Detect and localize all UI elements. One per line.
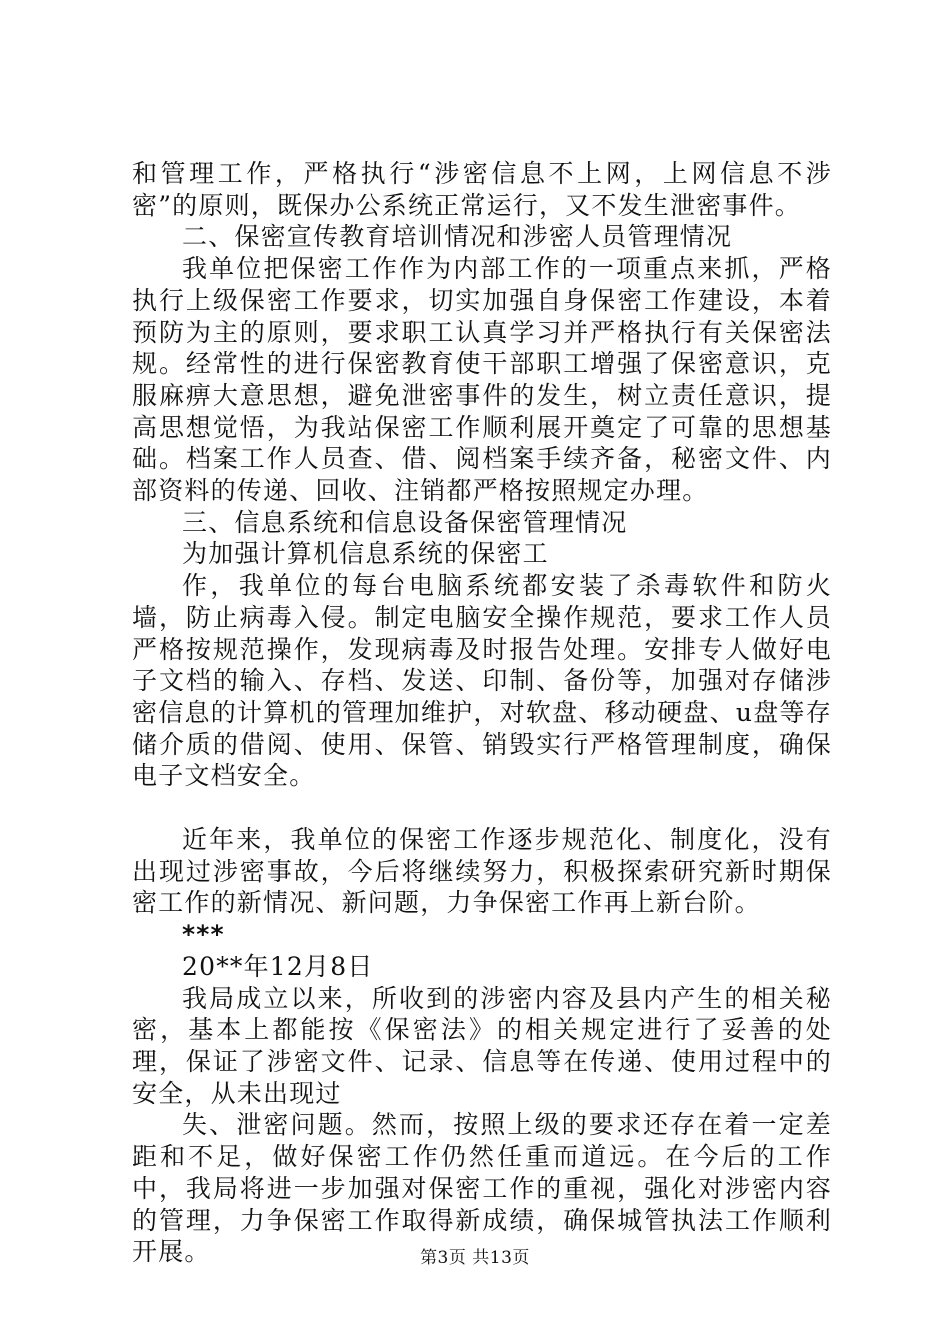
paragraph-section-3: 作，我单位的每台电脑系统都安装了杀毒软件和防火墙，防止病毒入侵。制定电脑安全操作规范，要求工作人员严格按规范操作，发现病毒及时报告处理。安排专人做好电子文档的输入、存档、发送、印制、备份等，加强对存储涉密信息的计算机的管理加维护，对软盘、移动硬盘、u盘等存储介质的借阅、使用、保管、销毁实行严格管理制度，确保电子文档安全。 [132, 571, 832, 791]
paragraph-bureau-intro: 我局成立以来，所收到的涉密内容及县内产生的相关秘密，基本上都能按《保密法》的相关规定进行了妥善的处理，保证了涉密文件、记录、信息等在传递、使用过程中的安全，从未出现过 [132, 983, 832, 1108]
paragraph-section-2: 我单位把保密工作作为内部工作的一项重点来抓，严格执行上级保密工作要求，切实加强自身保密工作建设，本着预防为主的原则，要求职工认真学习并严格执行有关保密法规。经常性的进行保密教育使干部职工增强了保密意识，克服麻痹大意思想，避免泄密事件的发生，树立责任意识，提高思想觉悟，为我站保密工作顺利展开奠定了可靠的思想基础。档案工作人员查、借、阅档案手续齐备，秘密文件、内部资料的传递、回收、注销都严格按照规定办理。 [132, 254, 832, 506]
document-date: 20**年12月8日 [182, 951, 374, 981]
page-footer: 第3页 共13页 [420, 1248, 530, 1268]
section-heading-2: 二、保密宣传教育培训情况和涉密人员管理情况 [182, 222, 733, 252]
paragraph-gap [132, 792, 832, 824]
paragraph-continuation: 和管理工作，严格执行“涉密信息不上网，上网信息不涉密”的原则，既保办公系统正常运行，又不发生泄密事件。 [132, 159, 832, 220]
paragraph-bureau-outlook: 失、泄密问题。然而，按照上级的要求还存在着一定差距和不足，做好保密工作仍然任重而道远。在今后的工作中，我局将进一步加强对保密工作的重视，强化对涉密内容的管理，力争保密工作取得新成绩，确保城管执法工作顺利开展。 [132, 1110, 832, 1267]
signature: *** [182, 920, 225, 950]
document-body [132, 158, 832, 1268]
section-heading-3: 三、信息系统和信息设备保密管理情况 [182, 507, 628, 537]
paragraph-section-3-lead: 为加强计算机信息系统的保密工 [182, 539, 549, 569]
paragraph-conclusion: 近年来，我单位的保密工作逐步规范化、制度化，没有出现过涉密事故，今后将继续努力，积极探索研究新时期保密工作的新情况、新问题，力争保密工作再上新台阶。 [132, 825, 832, 918]
